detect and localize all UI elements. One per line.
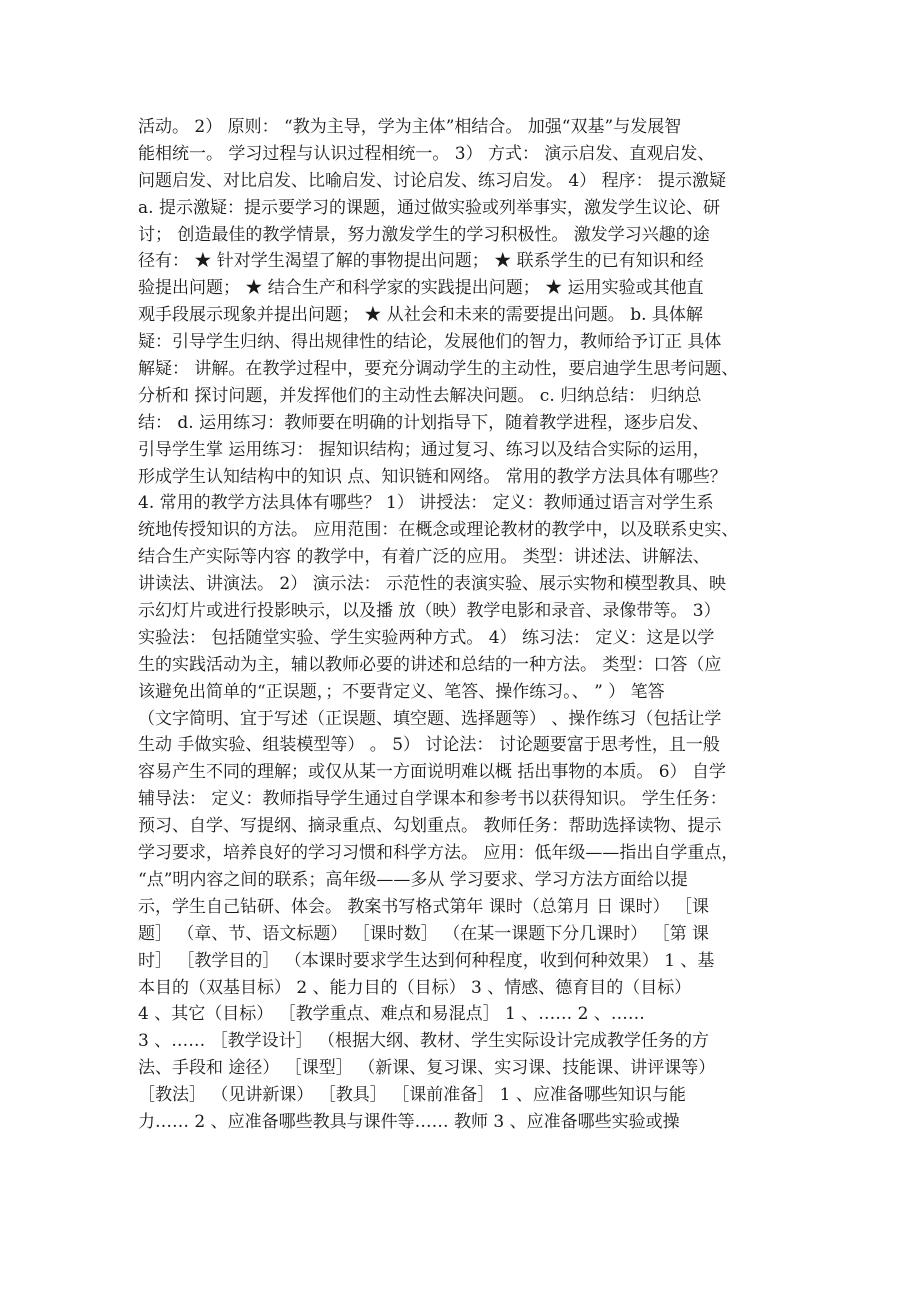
- text-line: 预习、自学、写提纲、摘录重点、勾划重点。 教师任务：帮助选择读物、提示: [138, 816, 722, 837]
- text-line: 本目的（双基目标） 2 、能力目的（目标） 3 、情感、德育目的（目标）: [138, 977, 692, 998]
- text-line: 题］ （章、节、语文标题） ［课时数］ （在某一课题下分几课时） ［第 课: [138, 923, 710, 944]
- text-line: 3 、…… ［教学设计］ （根据大纲、教材、学生实际设计完成教学任务的方: [138, 1031, 710, 1052]
- text-line: 分析和 探讨问题，并发挥他们的主动性去解决问题。 c. 归纳总结： 归纳总: [138, 385, 702, 406]
- text-line: 径有： ★ 针对学生渴望了解的事物提出问题； ★ 联系学生的已有知识和经: [138, 251, 704, 272]
- text-line: 力…… 2 、应准备哪些教具与课件等…… 教师 3 、应准备哪些实验或操: [138, 1111, 680, 1132]
- text-line: a. 提示激疑：提示要学习的课题，通过做实验或列举事实，激发学生议论、研: [138, 197, 720, 218]
- text-line: 讲读法、讲演法。 2） 演示法： 示范性的表演实验、展示实物和模型教具、映: [138, 574, 727, 595]
- text-line: 引导学生掌 运用练习： 握知识结构；通过复习、练习以及结合实际的运用，: [138, 439, 710, 460]
- text-line: 容易产生不同的理解；或仅从某一方面说明难以概 括出事物的本质。 6） 自学: [138, 762, 727, 783]
- text-line: 活动。 2） 原则： “教为主导，学为主体”相结合。 加强“双基”与发展智: [138, 117, 682, 137]
- text-line: 能相统一。 学习过程与认识过程相统一。 3） 方式： 演示启发、直观启发、: [138, 143, 715, 164]
- text-line: 验提出问题； ★ 结合生产和科学家的实践提出问题； ★ 运用实验或其他直: [138, 278, 704, 299]
- text-line: 观手段展示现象并提出问题； ★ 从社会和未来的需要提出问题。 b. 具体解: [138, 305, 703, 326]
- text-line: 结： d. 运用练习：教师要在明确的计划指导下，随着教学进程，逐步启发、: [138, 412, 710, 433]
- text-line: 法、手段和 途径） ［课型］ （新课、复习课、实习课、技能课、讲评课等）: [138, 1058, 716, 1079]
- text-line: 实验法： 包括随堂实验、学生实验两种方式。 4） 练习法： 定义：这是以学: [138, 627, 715, 648]
- text-line: 该避免出简单的“正误题，；不要背定义、笔答、操作练习。、 ” ） 笔答: [138, 681, 665, 702]
- text-line: “点”明内容之间的联系；高年级——多从 学习要求、学习方法方面给以提: [138, 869, 688, 890]
- text-line: 结合生产实际等内容 的教学中，有着广泛的应用。 类型：讲述法、讲解法、: [138, 547, 710, 568]
- text-line: 统地传授知识的方法。 应用范围：在概念或理论教材的教学中，以及联系史实、: [138, 520, 739, 541]
- text-line: 示幻灯片或进行投影映示，以及播 放（映）教学电影和录音、录像带等。 3）: [138, 601, 721, 622]
- text-line: （文字简明、宜于写述（正误题、填空题、选择题等） 、操作练习（包括让学: [138, 708, 722, 729]
- text-line: 辅导法： 定义：教师指导学生通过自学课本和参考书以获得知识。 学生任务：: [138, 789, 727, 810]
- text-line: 4. 常用的教学方法具体有哪些？ 1） 讲授法： 定义：教师通过语言对学生系: [138, 493, 714, 514]
- text-line: 时］ ［教学目的］ （本课时要求学生达到何种程度，收到何种效果） 1 、基: [138, 950, 715, 971]
- text-line: 形成学生认知结构中的知识 点、知识链和网络。 常用的教学方法具体有哪些？: [138, 466, 727, 487]
- text-line: 示，学生自己钻研、体会。 教案书写格式第年 课时（总第月 日 课时） ［课: [138, 896, 710, 917]
- text-line: 疑：引导学生归纳、得出规律性的结论，发展他们的智力，教师给予订正 具体: [138, 332, 722, 353]
- text-line: 生的实践活动为主，辅以教师必要的讲述和总结的一种方法。 类型：口答（应: [138, 654, 722, 675]
- text-line: 问题启发、对比启发、比喻启发、讨论启发、练习启发。 4） 程序： 提示激疑: [138, 170, 727, 191]
- text-line: 生动 手做实验、组装模型等） 。 5） 讨论法： 讨论题要富于思考性，且一般: [138, 735, 720, 756]
- text-line: 解疑： 讲解。在教学过程中，要充分调动学生的主动性，要启迪学生思考问题、: [138, 359, 739, 380]
- text-line: 讨； 创造最佳的教学情景，努力激发学生的学习积极性。 激发学习兴趣的途: [138, 224, 710, 245]
- document-body: [138, 114, 788, 1136]
- text-line: 4 、其它（目标） ［教学重点、难点和易混点］ 1 、…… 2 、……: [138, 1004, 645, 1025]
- text-line: 学习要求，培养良好的学习习惯和科学方法。 应用：低年级——指出自学重点，: [138, 843, 739, 864]
- text-line: ［教法］ （见讲新课） ［教具］ ［课前准备］ 1 、应准备哪些知识与能: [138, 1085, 686, 1106]
